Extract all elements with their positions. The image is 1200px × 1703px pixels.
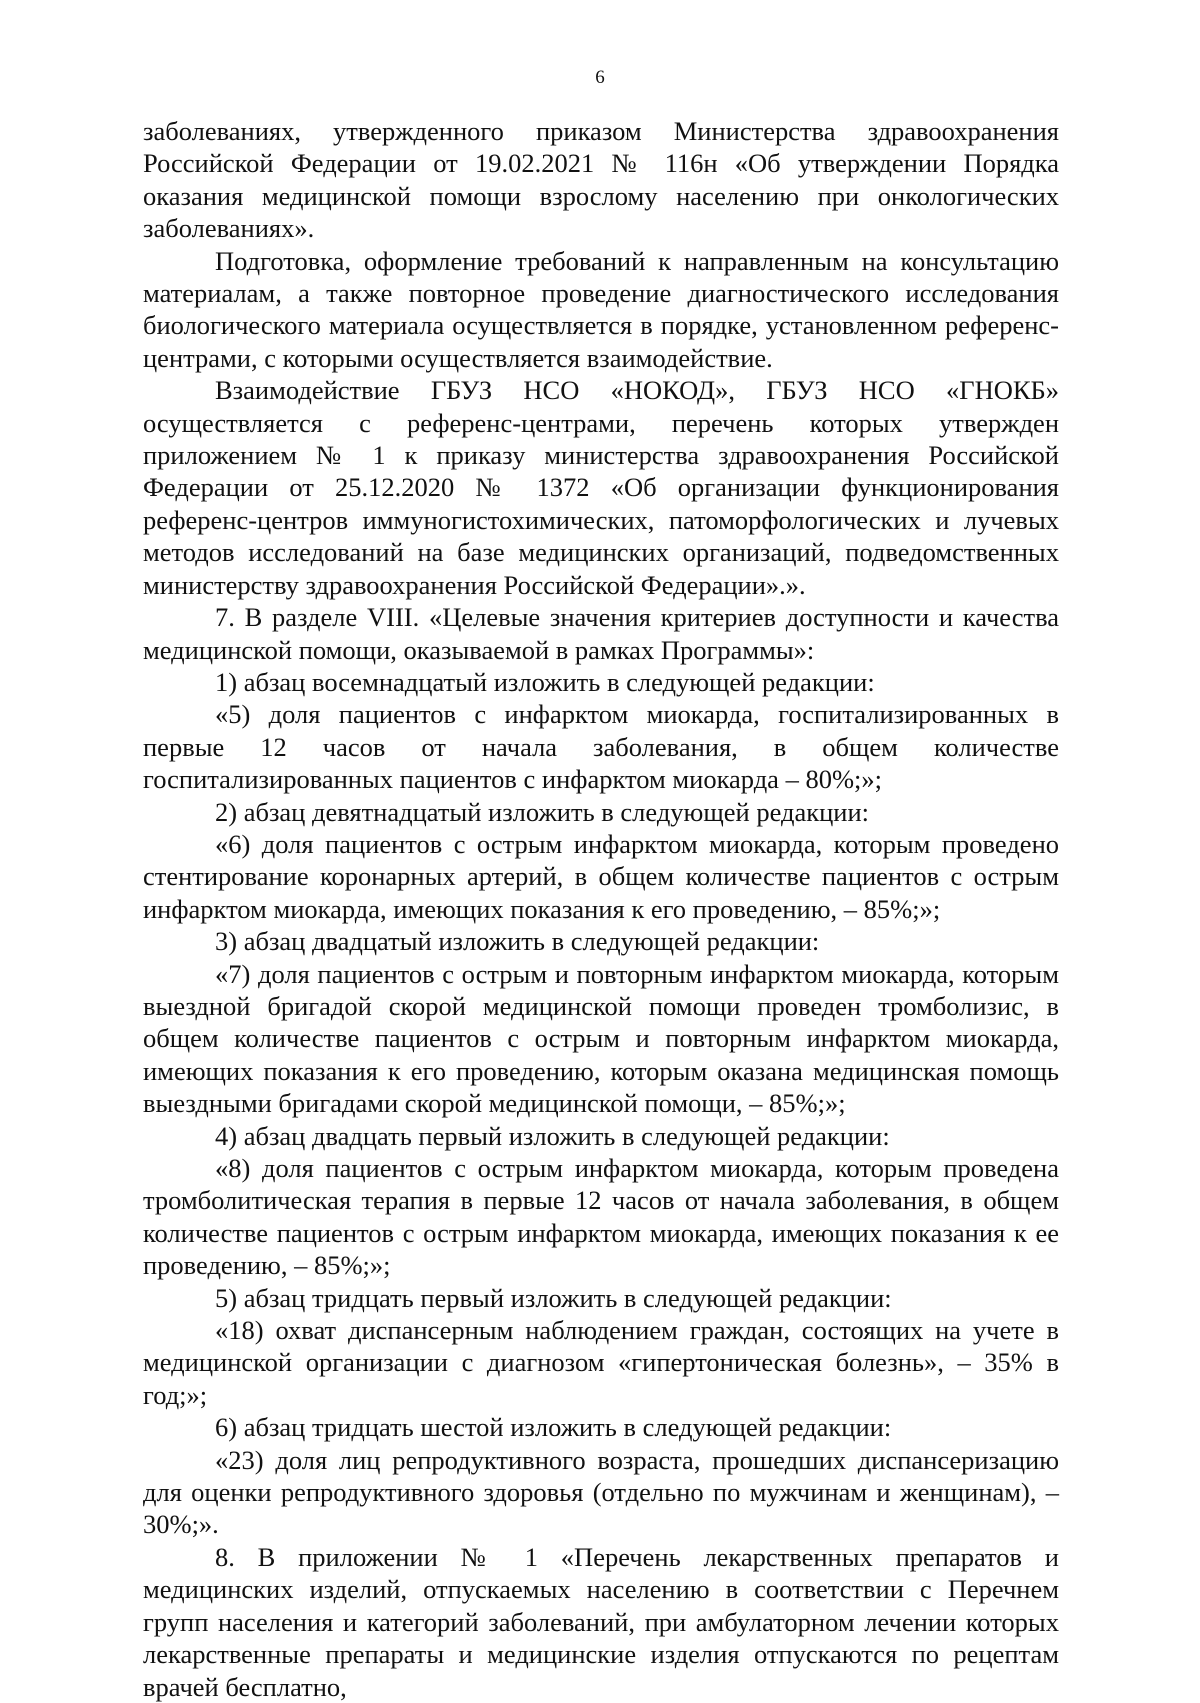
paragraph: 1) абзац восемнадцатый изложить в следующей редакции: bbox=[215, 666, 875, 697]
paragraph: 2) абзац девятнадцатый изложить в следующей редакции: bbox=[215, 796, 870, 827]
document-body bbox=[143, 115, 1059, 1703]
paragraph: 7. В разделе VIII. «Целевые значения критериев доступности и качества медицинской помощи, оказываемой в рамках Программы»: bbox=[143, 602, 1059, 665]
paragraph: «23) доля лиц репродуктивного возраста, прошедших диспансеризацию для оценки репродуктивного здоровья (отдельно по мужчинам и женщинам), – 30%;». bbox=[143, 1444, 1059, 1540]
paragraph: 6) абзац тридцать шестой изложить в следующей редакции: bbox=[215, 1412, 892, 1443]
paragraph: заболеваниях, утвержденного приказом Министерства здравоохранения Российской Федерации от 19.02.2021 № 116н «Об утверждении Порядка оказания медицинской помощи взрослому населению при онкологических заболеваниях». bbox=[143, 116, 1059, 244]
paragraph: «8) доля пациентов с острым инфарктом миокарда, которым проведена тромболитическая терапия в первые 12 часов от начала заболевания, в общем количестве пациентов с острым инфарктом миокарда, имеющих показания к ее проведению, – 85%;»; bbox=[143, 1153, 1059, 1281]
paragraph: «6) доля пациентов с острым инфарктом миокарда, которым проведено стентирование коронарных артерий, в общем количестве пациентов с острым инфарктом миокарда, имеющих показания к его проведению, – 85%;»; bbox=[143, 828, 1059, 924]
paragraph: Взаимодействие ГБУЗ НСО «НОКОД», ГБУЗ НСО «ГНОКБ» осуществляется с референс-центрами, перечень которых утвержден приложением № 1 к приказу министерства здравоохранения Российской Федерации от 25.12.2020 № 1372 «Об организации функционирования референс-центров иммуногистохимических, патоморфологических и лучевых методов исследований на базе медицинских организаций, подведомственных министерству здравоохранения Российской Федерации».». bbox=[143, 375, 1059, 600]
paragraph: «18) охват диспансерным наблюдением граждан, состоящих на учете в медицинской организации с диагнозом «гипертоническая болезнь», – 35% в год;»; bbox=[143, 1315, 1059, 1410]
paragraph: «5) доля пациентов с инфарктом миокарда, госпитализированных в первые 12 часов от начала заболевания, в общем количестве госпитализированных пациентов с инфарктом миокарда – 80%;»; bbox=[143, 699, 1059, 795]
paragraph: Подготовка, оформление требований к направленным на консультацию материалам, а также повторное проведение диагностического исследования биологического материала осуществляется в порядке, установленном референс-центрами, с которыми осуществляется взаимодействие. bbox=[143, 245, 1059, 373]
paragraph: 5) абзац тридцать первый изложить в следующей редакции: bbox=[215, 1282, 892, 1313]
paragraph: 3) абзац двадцатый изложить в следующей редакции: bbox=[215, 926, 820, 957]
paragraph: «7) доля пациентов с острым и повторным инфарктом миокарда, которым выездной бригадой скорой медицинской помощи проведен тромболизис, в общем количестве пациентов с острым и повторным инфарктом миокарда, имеющих показания к его проведению, которым оказана медицинская помощь выездными бригадами скорой медицинской помощи, – 85%;»; bbox=[143, 958, 1059, 1119]
paragraph: 4) абзац двадцать первый изложить в следующей редакции: bbox=[215, 1120, 890, 1151]
paragraph: 8. В приложении № 1 «Перечень лекарственных препаратов и медицинских изделий, отпускаемых населению в соответствии с Перечнем групп населения и категорий заболеваний, при амбулаторном лечении которых лекарственные препараты и медицинские изделия отпускаются по рецептам врачей бесплатно, bbox=[143, 1541, 1059, 1702]
page-number: 6 bbox=[595, 67, 605, 88]
